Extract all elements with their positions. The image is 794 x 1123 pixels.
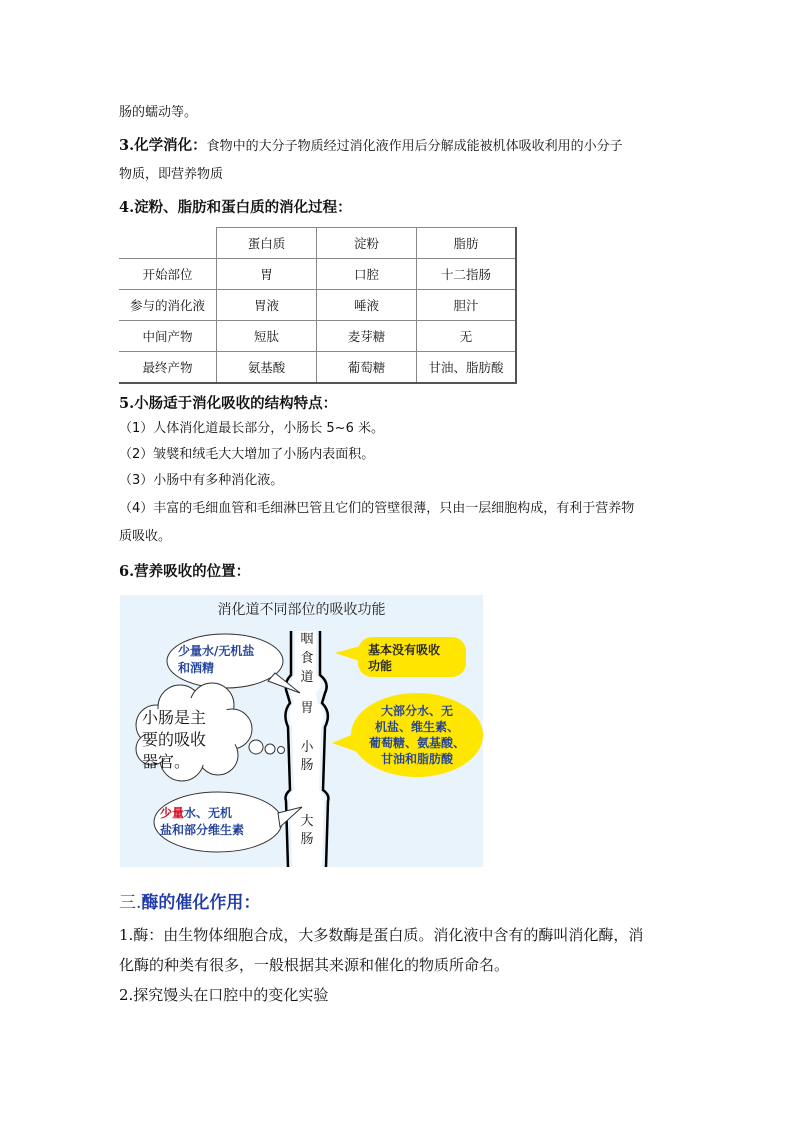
organ-label-esophagus (298, 630, 316, 687)
table-header-cell: 蛋白质 (217, 228, 317, 259)
table-cell: 葡萄糖 (317, 352, 417, 384)
table-cell: 麦芽糖 (317, 321, 417, 352)
list-item: （1）人体消化道最长部分，小肠长 5~6 米。 (119, 421, 384, 436)
table-cell: 口腔 (317, 259, 417, 290)
table-cell: 短肽 (217, 321, 317, 352)
table-header-cell: 脂肪 (417, 228, 517, 259)
section-6-heading: 6.营养吸收的位置： (119, 563, 251, 580)
table-cell: 胃液 (217, 290, 317, 321)
table-row (119, 259, 516, 290)
large-intestine-note-text (160, 805, 244, 839)
stomach-note-text (178, 643, 254, 677)
list-item: （4）丰富的毛细血管和毛细淋巴管且它们的管壁很薄，只由一层细胞构成，有利于营养物 (119, 501, 635, 516)
thought-dot (249, 740, 263, 754)
note-line: 葡萄糖、氨基酸、 (368, 736, 465, 750)
small-intestine-note-text (356, 703, 478, 767)
paragraph-line: 化酶的种类有很多，一般根据其来源和催化的物质所命名。 (119, 956, 510, 974)
organ-char: 咽 (300, 632, 314, 647)
note-text: 水、无机 (184, 806, 233, 820)
thought-dot (278, 747, 285, 754)
table-cell: 唾液 (317, 290, 417, 321)
note-line: 甘油和脂肪酸 (380, 752, 453, 766)
table-cell: 开始部位 (119, 259, 217, 290)
note-line: 小肠是主 (142, 708, 207, 727)
table-cell (119, 228, 217, 259)
list-item: 质吸收。 (119, 529, 172, 544)
absorption-figure (120, 595, 483, 867)
highlight-text: 少量 (160, 806, 185, 820)
note-line: 和酒精 (178, 661, 215, 675)
note-line: 大部分水、无 (380, 704, 453, 718)
table-row (119, 321, 516, 352)
organ-char: 肠 (300, 758, 314, 773)
organ-label-stomach: 胃 (300, 701, 314, 716)
table-header-row (119, 228, 516, 259)
table-cell: 参与的消化液 (119, 290, 217, 321)
chemical-digestion-text-cont: 物质，即营养物质 (119, 167, 224, 182)
list-item: （3）小肠中有多种消化液。 (119, 473, 284, 488)
esophagus-note-text (368, 642, 440, 674)
note-line: 基本没有吸收 (368, 643, 441, 657)
table-cell: 甘油、脂肪酸 (417, 352, 517, 384)
chemical-digestion-line (119, 136, 679, 157)
cloud-note-text (142, 707, 206, 773)
table-cell: 无 (417, 321, 517, 352)
organ-char: 食 (300, 651, 314, 666)
note-line: 要的吸收 (142, 730, 207, 749)
paragraph-line: 1.酶：由生物体细胞合成，大多数酶是蛋白质。消化液中含有的酶叫消化酶，消 (119, 926, 644, 944)
section-number: 三. (119, 893, 142, 913)
organ-label-small-intestine (298, 739, 316, 775)
text-line-peristalsis: 肠的蠕动等。 (119, 105, 198, 120)
table-cell: 胃 (217, 259, 317, 290)
table-cell: 氨基酸 (217, 352, 317, 384)
organ-char: 大 (300, 814, 314, 829)
table-header-cell: 淀粉 (317, 228, 417, 259)
table-row (119, 290, 516, 321)
section-three-heading (119, 888, 260, 913)
note-line: 机盐、维生素、 (374, 720, 459, 734)
organ-char: 道 (300, 670, 314, 685)
chemical-digestion-heading: 3.化学消化： (119, 137, 207, 154)
table-row (119, 352, 516, 384)
list-item: （2）皱襞和绒毛大大增加了小肠内表面积。 (119, 447, 375, 462)
organ-label-large-intestine (298, 813, 316, 849)
table-cell: 中间产物 (119, 321, 217, 352)
table-cell: 胆汁 (417, 290, 517, 321)
note-line (160, 805, 244, 822)
table-cell: 十二指肠 (417, 259, 517, 290)
thought-dot (265, 744, 275, 754)
digestive-tract-outline (285, 631, 291, 867)
paragraph-line: 2.探究馒头在口腔中的变化实验 (119, 986, 329, 1004)
section-5-heading: 5.小肠适于消化吸收的结构特点： (119, 395, 338, 412)
note-line: 功能 (368, 659, 393, 673)
enzyme-paragraph (119, 920, 679, 1010)
section-4-heading: 4.淀粉、脂肪和蛋白质的消化过程： (119, 199, 352, 216)
section-title: 酶的催化作用： (141, 893, 261, 913)
table-cell: 最终产物 (119, 352, 217, 384)
note-line: 盐和部分维生素 (160, 823, 245, 837)
organ-char: 肠 (300, 832, 314, 847)
note-line: 器官。 (142, 752, 191, 771)
figure-title: 消化道不同部位的吸收功能 (217, 602, 386, 618)
organ-char: 小 (300, 740, 314, 755)
chemical-digestion-text: 食物中的大分子物质经过消化液作用后分解成能被机体吸收利用的小分子 (206, 139, 623, 154)
note-line: 少量水/无机盐 (178, 644, 255, 658)
digestion-table (119, 227, 517, 384)
